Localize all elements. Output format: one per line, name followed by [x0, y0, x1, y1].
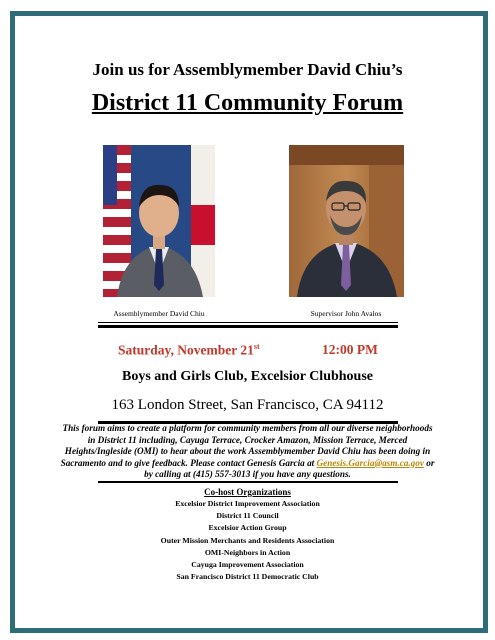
forum-description-text: This forum aims to create a platform for community members from all our diverse neighborhoods in District 11 including, Cayuga Terrace, Crocker Amazon, Mission Terrace, Merced Heights/Ingleside (OMI) to hear about the work Assemblymember David Chiu has been doing in Sacramento and to give feedback. Please contact Genesis Garcia at [60, 423, 433, 468]
cohost-item: OMI-Neighbors in Action [204, 547, 291, 557]
cohost-item: San Francisco District 11 Democratic Club [176, 572, 319, 582]
cohost-item: Excelsior Action Group [208, 523, 287, 533]
divider [98, 325, 398, 328]
cohost-item: Cayuga Improvement Association [191, 560, 304, 570]
event-venue: Boys and Girls Club, Excelsior Clubhouse [121, 369, 374, 384]
caption-david-chiu: Assemblymember David Chiu [113, 309, 205, 318]
event-date-suffix: st [253, 342, 260, 351]
event-date [118, 342, 260, 359]
cohost-heading: Co-host Organizations [204, 487, 291, 497]
page-title: District 11 Community Forum [91, 90, 404, 116]
cohost-item: Outer Mission Merchants and Residents Association [160, 535, 335, 545]
forum-description [60, 423, 435, 481]
event-time: 12:00 PM [322, 342, 378, 357]
intro-line: Join us for Assemblymember David Chiu’s [92, 60, 403, 79]
divider [98, 481, 398, 483]
forum-description-text-end: or by calling at (415) 557-3013 if you have any questions. [144, 457, 435, 479]
cohost-list [0, 498, 495, 583]
event-address: 163 London Street, San Francisco, CA 94112 [111, 397, 384, 413]
contact-email-link[interactable]: Genesis.Garcia@asm.ca.gov [316, 457, 424, 468]
caption-john-avalos: Supervisor John Avalos [310, 309, 382, 318]
event-date-text: Saturday, November 21 [118, 342, 254, 358]
cohost-item: Excelsior District Improvement Association [175, 499, 320, 508]
photo-john-avalos [289, 145, 404, 297]
photo-david-chiu [103, 145, 215, 297]
cohost-item: District 11 Council [216, 511, 279, 521]
divider [98, 322, 398, 323]
